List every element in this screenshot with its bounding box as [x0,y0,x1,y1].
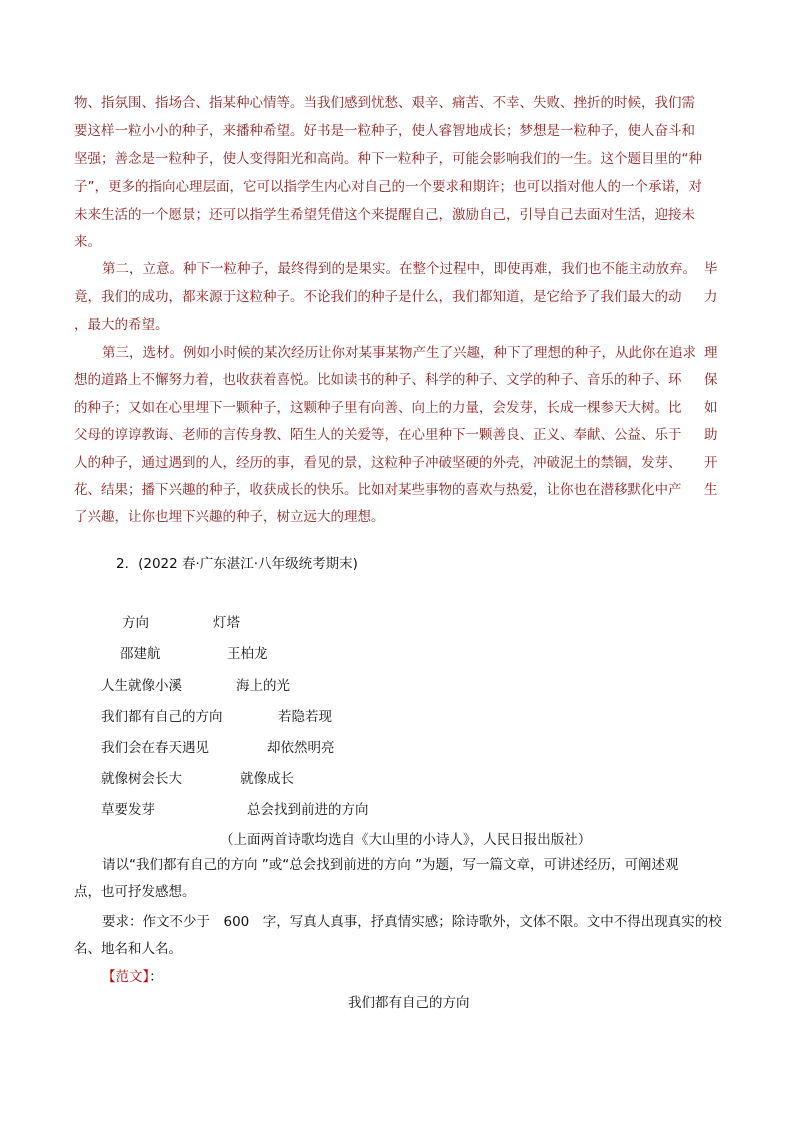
passage-line-1: 物、指氛围、指场合、指某种心情等。当我们感到忧愁、艰辛、痛苦、不幸、失败、挫折的时候，我们需 [74,95,695,111]
passage-line-3: 坚强；善念是一粒种子，使人变得阳光和高尚。种下一粒种子，可能会影响我们的一生。这个题目里的“种 [74,151,702,167]
passage-line-6: 来。 [74,234,101,250]
poem2-line-4: 就像成长 [240,771,294,787]
poem1-author: 邵建航 [120,646,161,662]
paragraph3-line-1: 第三，选材。例如小时候的某次经历让你对某事某物产生了兴趣，种下了理想的种子，从此你在追求 [102,345,696,361]
paragraph3-tail-3: 如 [704,400,718,416]
paragraph3-line-3: 的种子；又如在心里埋下一颗种子，这颗种子里有向善、向上的力量，会发芽，长成一棵参天大树。比 [74,400,682,416]
paragraph2-line-2: 竟，我们的成功，都来源于这粒种子。不论我们的种子是什么，我们都知道，是它给予了我们最大的动 [74,289,682,305]
paragraph3-line-6: 花、结果；播下兴趣的种子，收获成长的快乐。比如对某些事物的喜欢与热爱，让你也在潜移默化中产 [74,482,682,498]
paragraph3-tail-1: 理 [704,345,718,361]
poem2-line-2: 若隐若现 [278,709,332,725]
requirement-line-1: 要求：作文不少于 600 字，写真人真事，抒真情实感；除诗歌外，文体不限。文中不得出现真实的校 [102,914,722,930]
paragraph3-tail-4: 助 [704,427,718,443]
passage-line-4: 子”，更多的指向心理层面，它可以指学生内心对自己的一个要求和期许；也可以指对他人的一个承诺，对 [74,179,702,195]
paragraph2-line-3: ，最大的希望。 [74,317,169,333]
prompt-line-2: 点，也可抒发感想。 [74,884,196,900]
poem2-line-3: 却依然明亮 [267,740,335,756]
question-header: 2．(2022 春·广东湛江·八年级统考期末) [116,556,358,572]
poem-source: （上面两首诗歌均选自《大山里的小诗人》，人民日报出版社） [220,832,592,848]
model-essay-label-row [102,971,163,985]
poem1-line-3: 我们会在春天遇见 [101,740,209,756]
poem1-title: 方向 [122,615,149,631]
poem1-line-2: 我们都有自己的方向 [101,709,223,725]
paragraph2-line-2-tail: 力 [704,289,718,305]
paragraph3-line-7: 了兴趣，让你也埋下兴趣的种子，树立远大的理想。 [74,509,385,525]
poem2-author: 王柏龙 [227,646,268,662]
paragraph3-line-5: 人的种子，通过遇到的人，经历的事，看见的景，这粒种子冲破坚硬的外壳，冲破泥土的禁锢，发芽、 [74,455,682,471]
model-essay-colon: ： [149,969,163,985]
passage-line-5: 未来生活的一个愿景；还可以指学生希望凭借这个来提醒自己，激励自己，引导自己去面对生活，迎接未 [74,207,695,223]
paragraph3-tail-2: 保 [704,372,718,388]
poem1-line-4: 就像树会长大 [101,771,182,787]
poem1-line-5: 草要发芽 [101,802,155,818]
poem1-line-1: 人生就像小溪 [101,678,182,694]
paragraph3-line-2: 想的道路上不懈努力着，也收获着喜悦。比如读书的种子、科学的种子、文学的种子、音乐的种子、环 [74,372,682,388]
poem2-title: 灯塔 [213,615,240,631]
paragraph3-line-4: 父母的谆谆教诲、老师的言传身教、陌生人的关爱等，在心里种下一颗善良、正义、奉献、公益、乐于 [74,427,682,443]
paragraph3-tail-5: 开 [704,455,718,471]
requirement-line-2: 名、地名和人名。 [74,941,182,957]
model-essay-label: 【范文】 [102,969,150,985]
paragraph2-line-1: 第二，立意。种下一粒种子，最终得到的是果实。在整个过程中，即使再难，我们也不能主动放弃。 [102,261,696,277]
passage-line-2: 要这样一粒小小的种子，来播种希望。好书是一粒种子，使人睿智地成长；梦想是一粒种子，使人奋斗和 [74,123,695,139]
paragraph3-tail-6: 生 [704,482,718,498]
prompt-line-1: 请以“我们都有自己的方向 ”或“总会找到前进的方向 ”为题，写一篇文章，可讲述经历，可阐述观 [102,857,679,873]
poem2-line-5: 总会找到前进的方向 [247,802,369,818]
model-essay-title: 我们都有自己的方向 [348,995,470,1011]
poem2-line-1: 海上的光 [236,678,290,694]
paragraph2-line-1-tail: 毕 [704,261,718,277]
